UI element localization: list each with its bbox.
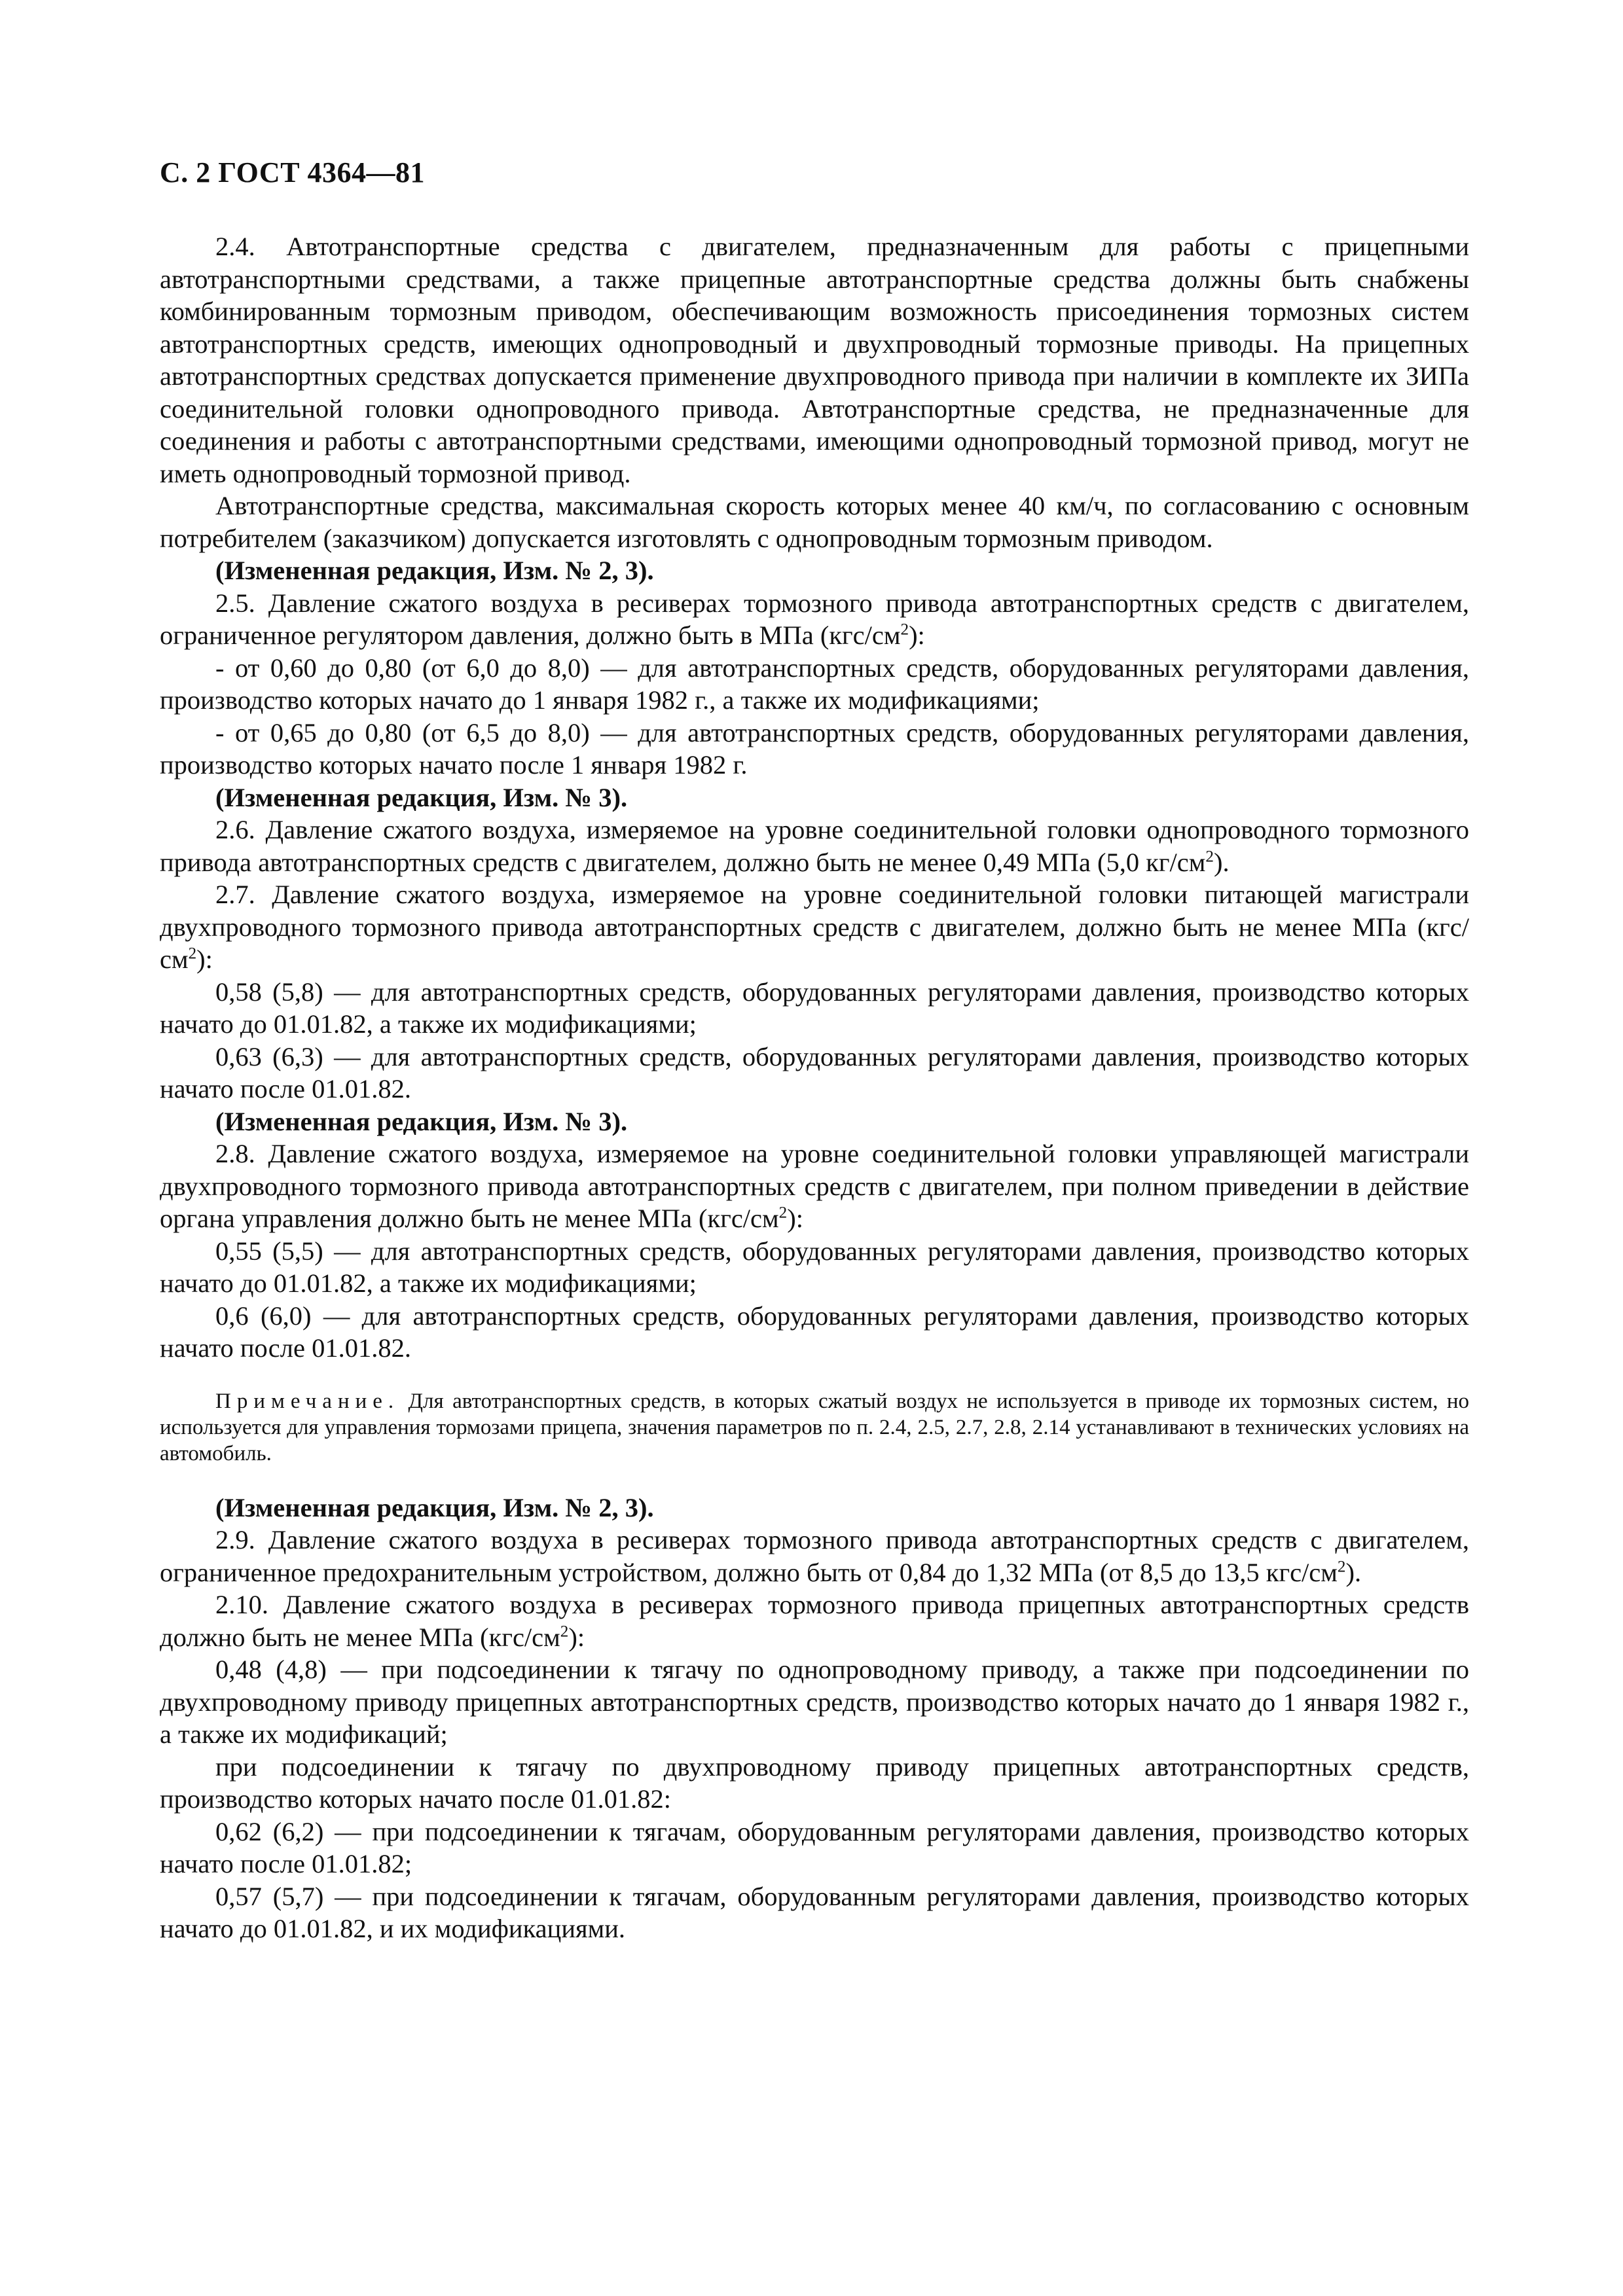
superscript: 2 (1205, 848, 1214, 865)
paragraph-2-4: 2.4. Автотранспортные средства с двигателем, предназначенным для работы с прицепными автотранспортными средствами, а также прицепные автотранспортные средства должны быть снабжены комбинированным тормозным приводом, обеспечивающим возможность присоединения тормозных систем автотранспортных средств, имеющих однопроводный и двухпроводный тормозные приводы. На прицепных автотранспортных средствах допускается применение двухпроводного привода при наличии в комплекте их ЗИПа соединительной головки однопроводного привода. Автотранспортные средства, не предназначенные для соединения и работы с автотранспортными средствами, имеющими однопроводный тормозной привод, могут не иметь однопроводный тормозной привод. (160, 232, 1469, 488)
note-block (160, 1388, 1469, 1467)
page-header: С. 2 ГОСТ 4364—81 (160, 156, 426, 188)
document-body (160, 230, 1469, 1945)
paragraph-2-10: 2.10. Давление сжатого воздуха в ресиверах тормозного привода прицепных автотранспортных средств должно быть не менее МПа $(кгс/см^2)$: (160, 1590, 1469, 1652)
paragraph-2-8-item-1: 0,55 (5,5) — для автотранспортных средств, оборудованных регуляторами давления, производство которых начато до 01.01.82, а также их модификациями; (160, 1236, 1469, 1298)
paragraph-2-7-item-2: 0,63 (6,3) — для автотранспортных средств, оборудованных регуляторами давления, производство которых начато после 01.01.82. (160, 1041, 1469, 1103)
amendment-note: (Измененная редакция, Изм. № 2, 3). (215, 556, 654, 585)
amendment-note: (Измененная редакция, Изм. № 2, 3). (215, 1492, 654, 1522)
superscript: 2 (188, 944, 197, 963)
paragraph-2-5-item-2: - от 0,65 до 0,80 (от 6,5 до 8,0) — для автотранспортных средств, оборудованных регуляторами давления, производство которых начато после 1 января 1982 г. (160, 717, 1469, 780)
paragraph-2-9: 2.9. Давление сжатого воздуха в ресиверах тормозного привода автотранспортных средств с двигателем, ограниченное предохранительным устройством, должно быть от 0,84 до 1,32 МПа (от 8,5 до 13,5 кгс/$см^2$). (160, 1525, 1469, 1587)
superscript: 2 (778, 1204, 788, 1222)
paragraph-2-5: 2.5. Давление сжатого воздуха в ресиверах тормозного привода автотранспортных средств с двигателем, ограниченное регулятором давления, должно быть в МПа $(кгс/см^2)$: (160, 588, 1469, 650)
paragraph-2-8-item-2: 0,6 (6,0) — для автотранспортных средств, оборудованных регуляторами давления, производство которых начато после 01.01.82. (160, 1300, 1469, 1363)
paragraph-2-4-speed: Автотранспортные средства, максимальная скорость которых менее 40 км/ч, по согласованию с основным потребителем (заказчиком) допускается изготовлять с однопроводным тормозным приводом. (160, 491, 1469, 553)
superscript: 2 (1337, 1558, 1346, 1575)
paragraph-2-7-item-1: 0,58 (5,8) — для автотранспортных средств, оборудованных регуляторами давления, производство которых начато до 01.01.82, а также их модификациями; (160, 977, 1469, 1039)
paragraph-2-5-item-1: - от 0,60 до 0,80 (от 6,0 до 8,0) — для автотранспортных средств, оборудованных регуляторами давления, производство которых начато до 1 января 1982 г., а также их модификациями; (160, 653, 1469, 715)
paragraph-2-10-item-4: 0,57 (5,7) — при подсоединении к тягачам, оборудованным регуляторами давления, производство которых начато до 01.01.82, и их модификациями. (160, 1881, 1469, 1943)
paragraph-2-10-item-2: при подсоединении к тягачу по двухпроводному приводу прицепных автотранспортных средств, производство которых начато после 01.01.82: (160, 1751, 1469, 1814)
superscript: 2 (900, 620, 909, 639)
superscript: 2 (560, 1623, 569, 1640)
paragraph-2-10-item-3: 0,62 (6,2) — при подсоединении к тягачам, оборудованным регуляторами давления, производство которых начато после 01.01.82; (160, 1816, 1469, 1878)
amendment-note: (Измененная редакция, Изм. № 3). (215, 1106, 628, 1136)
paragraph-2-10-item-1: 0,48 (4,8) — при подсоединении к тягачу по однопроводному приводу, а также при подсоединении по двухпроводному приводу прицепных автотранспортных средств, производство которых начато до 1 января 1982 г., а также их модификаций; (160, 1655, 1469, 1749)
paragraph-2-8: 2.8. Давление сжатого воздуха, измеряемое на уровне соединительной головки управляющей магистрали двухпроводного тормозного привода автотранспортных средств с двигателем, при полном приведении в действие органа управления должно быть не менее МПа $(кгс/см^2)$: (160, 1139, 1469, 1233)
note-text: Для автотранспортных средств, в которых сжатый воздух не используется в приводе их тормозных систем, но используется для управления тормозами прицепа, значения параметров по п. 2.4, 2.5, 2.7, 2.8, 2.14 устанавливают в технических условиях на автомобиль. (160, 1389, 1469, 1465)
paragraph-2-6: 2.6. Давление сжатого воздуха, измеряемое на уровне соединительной головки однопроводного тормозного привода автотранспортных средств с двигателем, должно быть не менее 0,49 МПа (5,0 $кг/см^2$). (160, 815, 1469, 877)
amendment-note: (Измененная редакция, Изм. № 3). (215, 782, 628, 812)
note-label: Примечание. (215, 1389, 400, 1413)
paragraph-2-7: 2.7. Давление сжатого воздуха, измеряемое на уровне соединительной головки питающей магистрали двухпроводного тормозного привода автотранспортных средств с двигателем, должно быть не менее МПа $(кгс/см^2)$: (160, 880, 1469, 974)
